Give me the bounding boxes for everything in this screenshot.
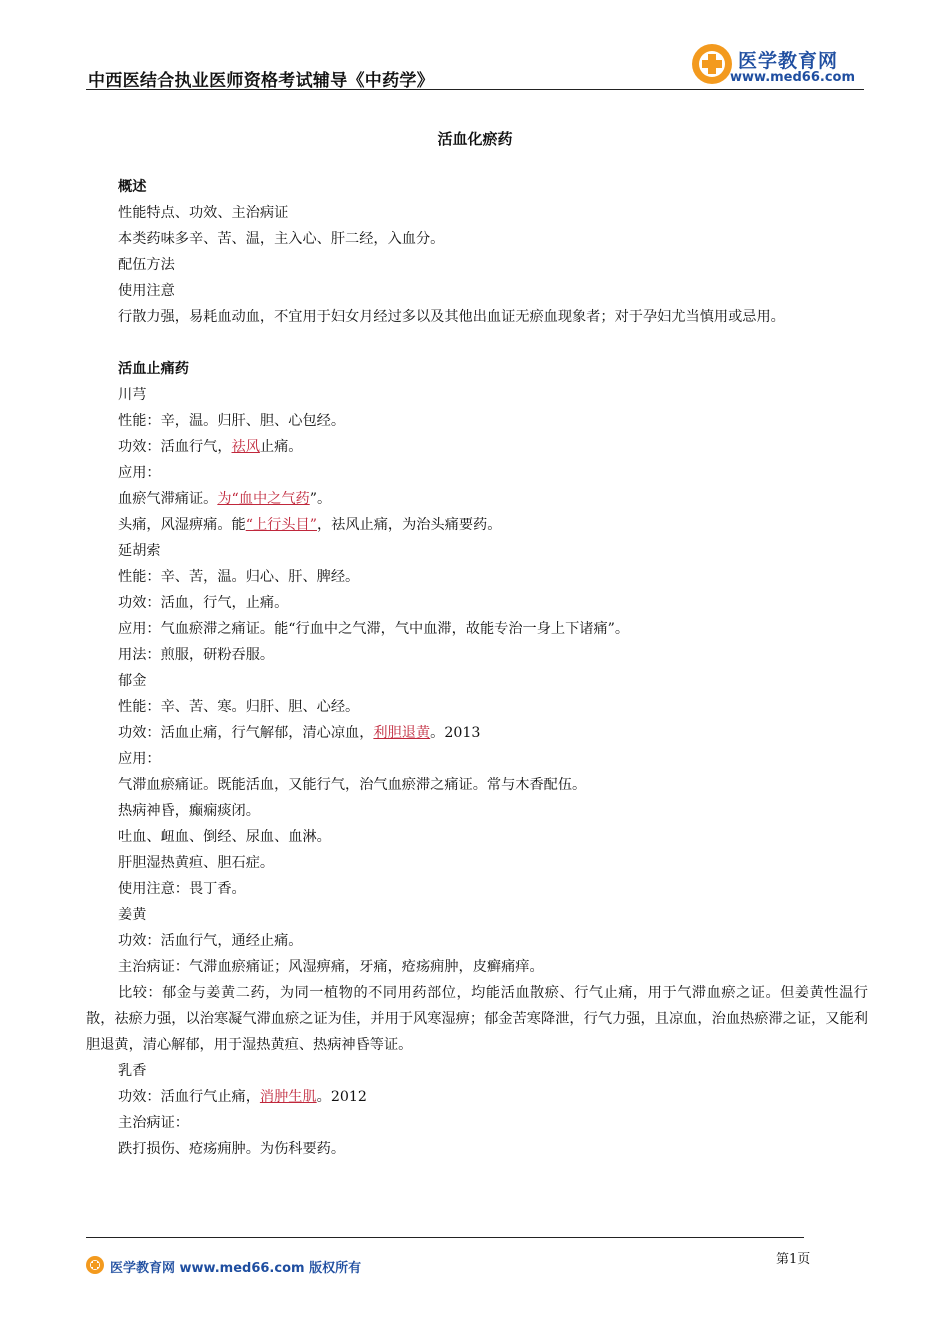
text-line: 功效：活血，行气，止痛。: [118, 595, 289, 611]
text-line: 性能特点、功效、主治病证: [118, 205, 289, 221]
text-span: 。2012: [316, 1089, 367, 1105]
text-line: [86, 1084, 868, 1110]
text-line: 用法：煎服，研粉吞服。: [118, 647, 275, 663]
highlighted-keyword: 为“血中之气药: [217, 491, 310, 507]
text-line: 性能：辛、苦、寒。归肝、胆、心经。: [118, 699, 360, 715]
text-line: 乳香: [118, 1063, 147, 1079]
text-line: [86, 434, 868, 460]
highlighted-keyword: 祛风: [231, 439, 260, 455]
footer-logo-icon: [86, 1256, 104, 1274]
text-line: 应用：: [118, 751, 161, 767]
text-line: 气滞血瘀痛证。既能活血，又能行气，治气血瘀滞之痛证。常与木香配伍。: [118, 777, 587, 793]
text-line: 主治病证：气滞血瘀痛证；风湿痹痛，牙痛，疮疡痈肿，皮癣痛痒。: [118, 959, 544, 975]
text-line: 性能：辛、苦，温。归心、肝、脾经。: [118, 569, 360, 585]
section-heading: 概述: [118, 179, 147, 195]
text-line: 应用：: [118, 465, 161, 481]
text-line: 热病神昏，癫痫痰闭。: [118, 803, 260, 819]
text-span: 血瘀气滞痛证。: [118, 491, 218, 507]
logo-name: 医学教育网: [738, 50, 839, 72]
brand-logo[interactable]: [692, 44, 867, 90]
text-line: 姜黄: [118, 907, 147, 923]
text-line: 配伍方法: [118, 257, 175, 273]
text-line: 使用注意: [118, 283, 175, 299]
page-number: 第1页: [776, 1252, 811, 1267]
highlighted-keyword: 利胆退黄: [373, 725, 431, 741]
header-title: 中西医结合执业医师资格考试辅导《中药学》: [88, 71, 434, 91]
text-span: 。2013: [430, 725, 481, 741]
text-span: ，祛风止痛，为治头痛要药。: [316, 517, 502, 533]
text-line: 延胡索: [118, 543, 161, 559]
text-line: 本类药味多辛、苦、温，主入心、肝二经，入血分。: [118, 231, 445, 247]
text-line: 主治病证：: [118, 1115, 189, 1131]
text-span: 功效：活血行气止痛，: [118, 1089, 260, 1105]
spacer: [86, 330, 868, 356]
paragraph: 行散力强，易耗血动血，不宜用于妇女月经过多以及其他出血证无瘀血现象者；对于孕妇尤当慎用或忌用。: [118, 309, 785, 325]
footer-divider: [86, 1237, 804, 1238]
text-line: [86, 512, 868, 538]
highlighted-keyword: 消肿生肌: [259, 1089, 317, 1105]
paragraph: 比较：郁金与姜黄二药，为同一植物的不同用药部位，均能活血散瘀、行气止痛，用于气滞血瘀之证。但姜黄性温行散，祛瘀力强，以治寒凝气滞血瘀之证为佳，并用于风寒湿痹；郁金苦寒降泄，行气力强，且凉血，治血热瘀滞之证，又能利胆退黄，清心解郁，用于湿热黄疸、热病神昏等证。: [86, 985, 868, 1053]
text-span: 止痛。: [259, 439, 303, 455]
header-divider: [86, 89, 864, 90]
text-line: 郁金: [118, 673, 147, 689]
text-line: 使用注意：畏丁香。: [118, 881, 246, 897]
text-line: 川芎: [118, 387, 147, 403]
document-body: [86, 174, 868, 1162]
text-line: 吐血、衄血、倒经、尿血、血淋。: [118, 829, 331, 845]
document-title: 活血化瘀药: [437, 130, 513, 148]
footer-copyright[interactable]: 医学教育网 www.med66.com 版权所有: [110, 1261, 362, 1276]
text-line: 肝胆湿热黄疸、胆石症。: [118, 855, 275, 871]
text-span: 功效：活血行气，: [118, 439, 232, 455]
text-line: 跌打损伤、疮疡痈肿。为伤科要药。: [118, 1141, 346, 1157]
text-span: 功效：活血止痛，行气解郁，清心凉血，: [118, 725, 374, 741]
text-span: 头痛，风湿痹痛。能: [118, 517, 246, 533]
text-line: [86, 486, 868, 512]
med66-logo-icon: [692, 44, 732, 84]
section-heading: 活血止痛药: [118, 361, 189, 377]
text-line: 性能：辛，温。归肝、胆、心包经。: [118, 413, 346, 429]
text-span: ”。: [309, 491, 332, 507]
text-line: 应用：气血瘀滞之痛证。能“行血中之气滞，气中血滞，故能专治一身上下诸痛”。: [118, 621, 630, 637]
highlighted-keyword: “上行头目”: [245, 517, 317, 533]
logo-url[interactable]: www.med66.com: [730, 70, 856, 85]
text-line: 功效：活血行气，通经止痛。: [118, 933, 303, 949]
text-line: [86, 720, 868, 746]
